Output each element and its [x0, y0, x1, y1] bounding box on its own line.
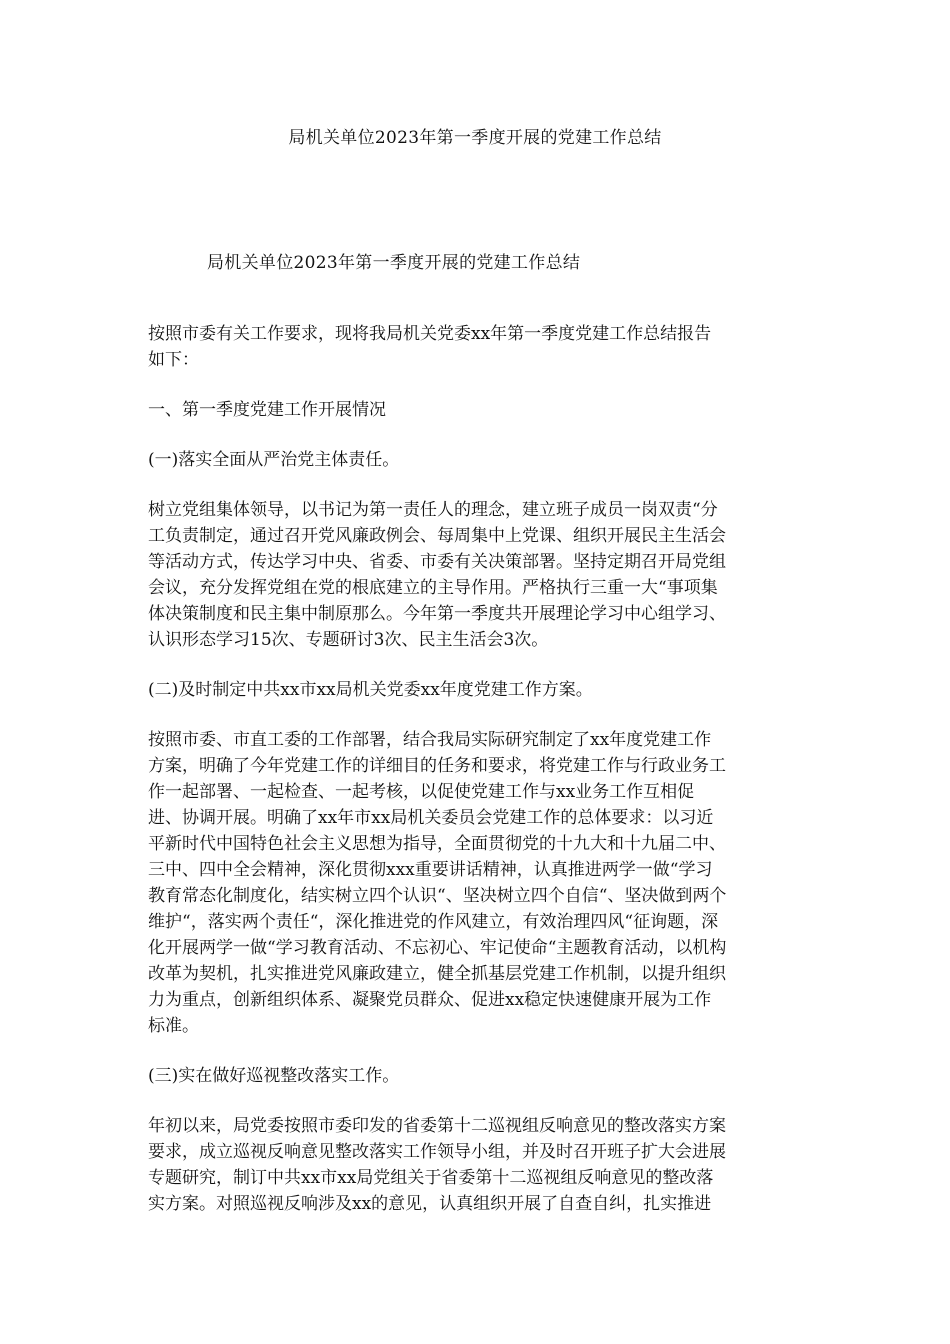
text-line: (二)及时制定中共xx市xx局机关党委xx年度党建工作方案。 — [148, 680, 593, 700]
text-line: 力为重点，创新组织体系、凝聚党员群众、促进xx稳定快速健康开展为工作 — [148, 990, 712, 1010]
text-line: 改革为契机，扎实推进党风廉政建立，健全抓基层党建工作机制，以提升组织 — [148, 964, 726, 984]
text-line: 按照市委有关工作要求，现将我局机关党委xx年第一季度党建工作总结报告 — [148, 324, 712, 344]
page-header-title: 局机关单位2023年第一季度开展的党建工作总结 — [288, 128, 662, 148]
paragraph — [148, 727, 812, 1039]
paragraph — [148, 677, 812, 703]
text-line: 会议，充分发挥党组在党的根底建立的主导作用。严格执行三重一大“事项集 — [148, 578, 718, 598]
text-line: 树立党组集体领导，以书记为第一责任人的理念，建立班子成员一岗双责“分 — [148, 500, 718, 520]
text-line: 认识形态学习15次、专题研讨3次、民主生活会3次。 — [148, 630, 549, 650]
text-line: 维护“，落实两个责任“，深化推进党的作风建立，有效治理四风“征询题，深 — [148, 912, 719, 932]
text-line: 标准。 — [148, 1016, 199, 1036]
document-body — [148, 321, 812, 1241]
text-line: 三中、四中全会精神，深化贯彻xxx重要讲话精神，认真推进两学一做“学习 — [148, 860, 713, 880]
text-line: 等活动方式，传达学习中央、省委、市委有关决策部署。坚持定期召开局党组 — [148, 552, 726, 572]
text-line: 进、协调开展。明确了xx年市xx局机关委员会党建工作的总体要求：以习近 — [148, 808, 714, 828]
text-line: (三)实在做好巡视整改落实工作。 — [148, 1066, 400, 1086]
paragraph — [148, 497, 812, 653]
text-line: 化开展两学一做“学习教育活动、不忘初心、牢记使命“主题教育活动，以机构 — [148, 938, 727, 958]
paragraph — [148, 397, 812, 423]
text-line: 一、第一季度党建工作开展情况 — [148, 400, 386, 420]
text-line: 体决策制度和民主集中制原那么。今年第一季度共开展理论学习中心组学习、 — [148, 604, 726, 624]
paragraph — [148, 1113, 812, 1217]
text-line: 方案，明确了今年党建工作的详细目的任务和要求，将党建工作与行政业务工 — [148, 756, 726, 776]
text-line: 按照市委、市直工委的工作部署，结合我局实际研究制定了xx年度党建工作 — [148, 730, 712, 750]
text-line: 作一起部署、一起检查、一起考核，以促使党建工作与xx业务工作互相促 — [148, 782, 695, 802]
text-line: 年初以来，局党委按照市委印发的省委第十二巡视组反响意见的整改落实方案 — [148, 1116, 726, 1136]
paragraph — [148, 321, 812, 373]
text-line: 实方案。对照巡视反响涉及xx的意见，认真组织开展了自查自纠，扎实推进 — [148, 1194, 712, 1214]
text-line: 专题研究，制订中共xx市xx局党组关于省委第十二巡视组反响意见的整改落 — [148, 1168, 714, 1188]
document-title: 局机关单位2023年第一季度开展的党建工作总结 — [207, 253, 581, 273]
text-line: 工负责制定，通过召开党风廉政例会、每周集中上党课、组织开展民主生活会 — [148, 526, 726, 546]
text-line: 教育常态化制度化，结实树立四个认识“、坚决树立四个自信“、坚决做到两个 — [148, 886, 727, 906]
paragraph — [148, 447, 812, 473]
text-line: 平新时代中国特色社会主义思想为指导，全面贯彻党的十九大和十九届二中、 — [148, 834, 726, 854]
text-line: 要求，成立巡视反响意见整改落实工作领导小组，并及时召开班子扩大会进展 — [148, 1142, 726, 1162]
text-line: (一)落实全面从严治党主体责任。 — [148, 450, 400, 470]
paragraph — [148, 1063, 812, 1089]
text-line: 如下： — [148, 350, 199, 370]
